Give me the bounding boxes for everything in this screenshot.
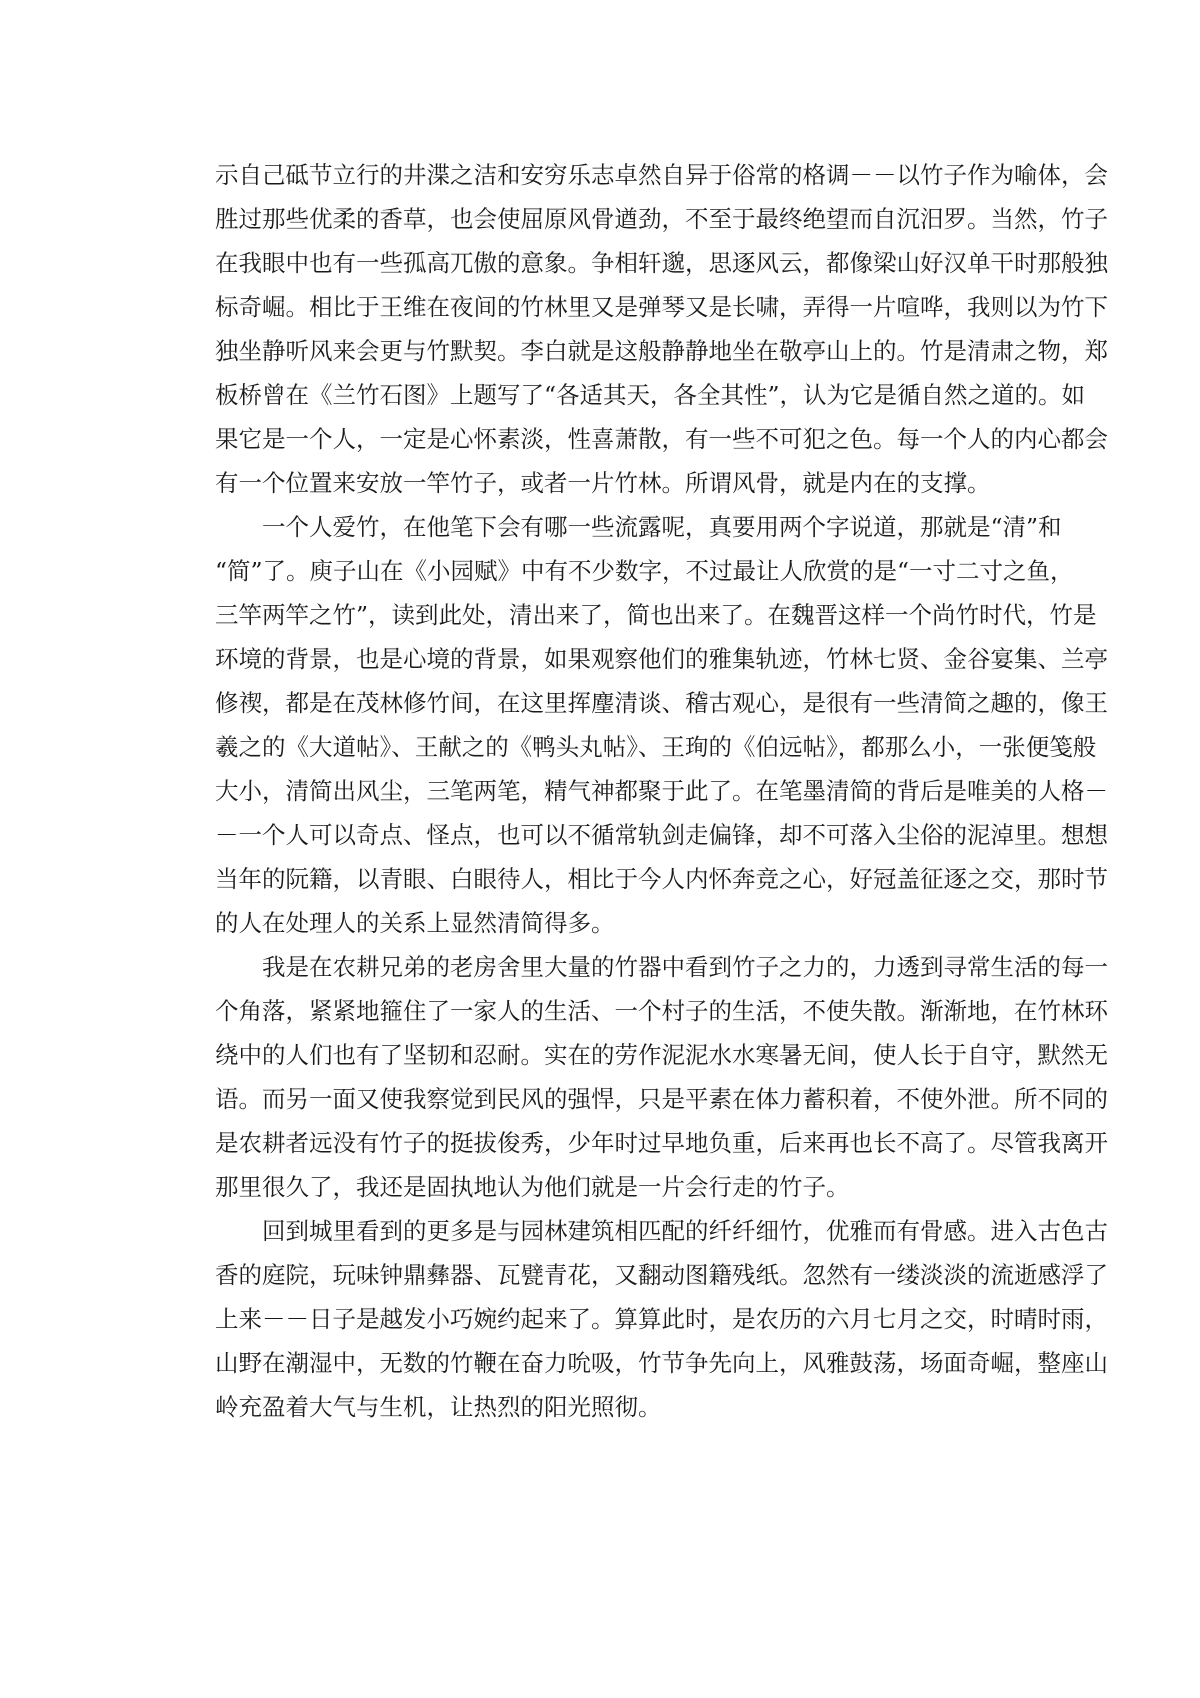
paragraph-4	[215, 1209, 1108, 1429]
text-column	[215, 153, 1108, 1429]
paragraph-line: 山野在潮湿中，无数的竹鞭在奋力吮吸，竹节争先向上，风雅鼓荡，场面奇崛，整座山	[215, 1349, 1108, 1377]
paragraph-line: 环境的背景，也是心境的背景，如果观察他们的雅集轨迹，竹林七贤、金谷宴集、兰亭	[215, 645, 1108, 673]
paragraph-line: 羲之的《大道帖》、王献之的《鸭头丸帖》、王珣的《伯远帖》，都那么小，一张便笺般	[215, 733, 1097, 761]
paragraph-line: 是农耕者远没有竹子的挺拔俊秀，少年时过早地负重，后来再也长不高了。尽管我离开	[215, 1129, 1108, 1157]
paragraph-line: 板桥曾在《兰竹石图》上题写了“各适其天，各全其性”，认为它是循自然之道的。如	[215, 381, 1086, 409]
paragraph-line: 一个人爱竹，在他笔下会有哪一些流露呢，真要用两个字说道，那就是“清”和	[262, 513, 1062, 541]
paragraph-line: 的人在处理人的关系上显然清简得多。	[215, 909, 615, 937]
paragraph-2	[215, 505, 1108, 945]
paragraph-line: 上来－－日子是越发小巧婉约起来了。算算此时，是农历的六月七月之交，时晴时雨，	[215, 1305, 1108, 1333]
paragraph-line: 三竿两竿之竹”，读到此处，清出来了，简也出来了。在魏晋这样一个尚竹时代，竹是	[215, 601, 1097, 629]
paragraph-line: 有一个位置来安放一竿竹子，或者一片竹林。所谓风骨，就是内在的支撑。	[215, 469, 991, 497]
paragraph-line: 岭充盈着大气与生机，让热烈的阳光照彻。	[215, 1393, 662, 1421]
paragraph-line: 独坐静听风来会更与竹默契。李白就是这般静静地坐在敬亭山上的。竹是清肃之物，郑	[215, 337, 1108, 365]
paragraph-3	[215, 945, 1108, 1209]
paragraph-1	[215, 153, 1108, 505]
paragraph-line: 修禊，都是在茂林修竹间，在这里挥麈清谈、稽古观心，是很有一些清简之趣的，像王	[215, 689, 1108, 717]
paragraph-line: 大小，清简出风尘，三笔两笔，精气神都聚于此了。在笔墨清简的背后是唯美的人格－	[215, 777, 1108, 805]
paragraph-line: 标奇崛。相比于王维在夜间的竹林里又是弹琴又是长啸，弄得一片喧哗，我则以为竹下	[215, 293, 1108, 321]
paragraph-line: －一个人可以奇点、怪点，也可以不循常轨剑走偏锋，却不可落入尘俗的泥淖里。想想	[215, 821, 1108, 849]
paragraph-line: 香的庭院，玩味钟鼎彝器、瓦甓青花，又翻动图籍残纸。忽然有一缕淡淡的流逝感浮了	[215, 1261, 1108, 1289]
paragraph-line: 语。而另一面又使我察觉到民风的强悍，只是平素在体力蓄积着，不使外泄。所不同的	[215, 1085, 1108, 1113]
paragraph-line: 回到城里看到的更多是与园林建筑相匹配的纤纤细竹，优雅而有骨感。进入古色古	[262, 1217, 1108, 1245]
paragraph-line: 果它是一个人，一定是心怀素淡，性喜萧散，有一些不可犯之色。每一个人的内心都会	[215, 425, 1108, 453]
paragraph-line: 那里很久了，我还是固执地认为他们就是一片会行走的竹子。	[215, 1173, 850, 1201]
paragraph-line: 示自己砥节立行的井渫之洁和安穷乐志卓然自异于俗常的格调－－以竹子作为喻体，会	[215, 161, 1108, 189]
paragraph-line: “简”了。庾子山在《小园赋》中有不少数字，不过最让人欣赏的是“一寸二寸之鱼，	[215, 557, 1074, 585]
paragraph-line: 当年的阮籍，以青眼、白眼待人，相比于今人内怀奔竞之心，好冠盖征逐之交，那时节	[215, 865, 1108, 893]
paragraph-line: 我是在农耕兄弟的老房舍里大量的竹器中看到竹子之力的，力透到寻常生活的每一	[262, 953, 1108, 981]
paragraph-line: 胜过那些优柔的香草，也会使屈原风骨遒劲，不至于最终绝望而自沉汨罗。当然，竹子	[215, 205, 1108, 233]
paragraph-line: 绕中的人们也有了坚韧和忍耐。实在的劳作泥泥水水寒暑无间，使人长于自守，默然无	[215, 1041, 1108, 1069]
paragraph-line: 个角落，紧紧地箍住了一家人的生活、一个村子的生活，不使失散。渐渐地，在竹林环	[215, 997, 1108, 1025]
paragraph-line: 在我眼中也有一些孤高兀傲的意象。争相轩邈，思逐风云，都像梁山好汉单干时那般独	[215, 249, 1108, 277]
